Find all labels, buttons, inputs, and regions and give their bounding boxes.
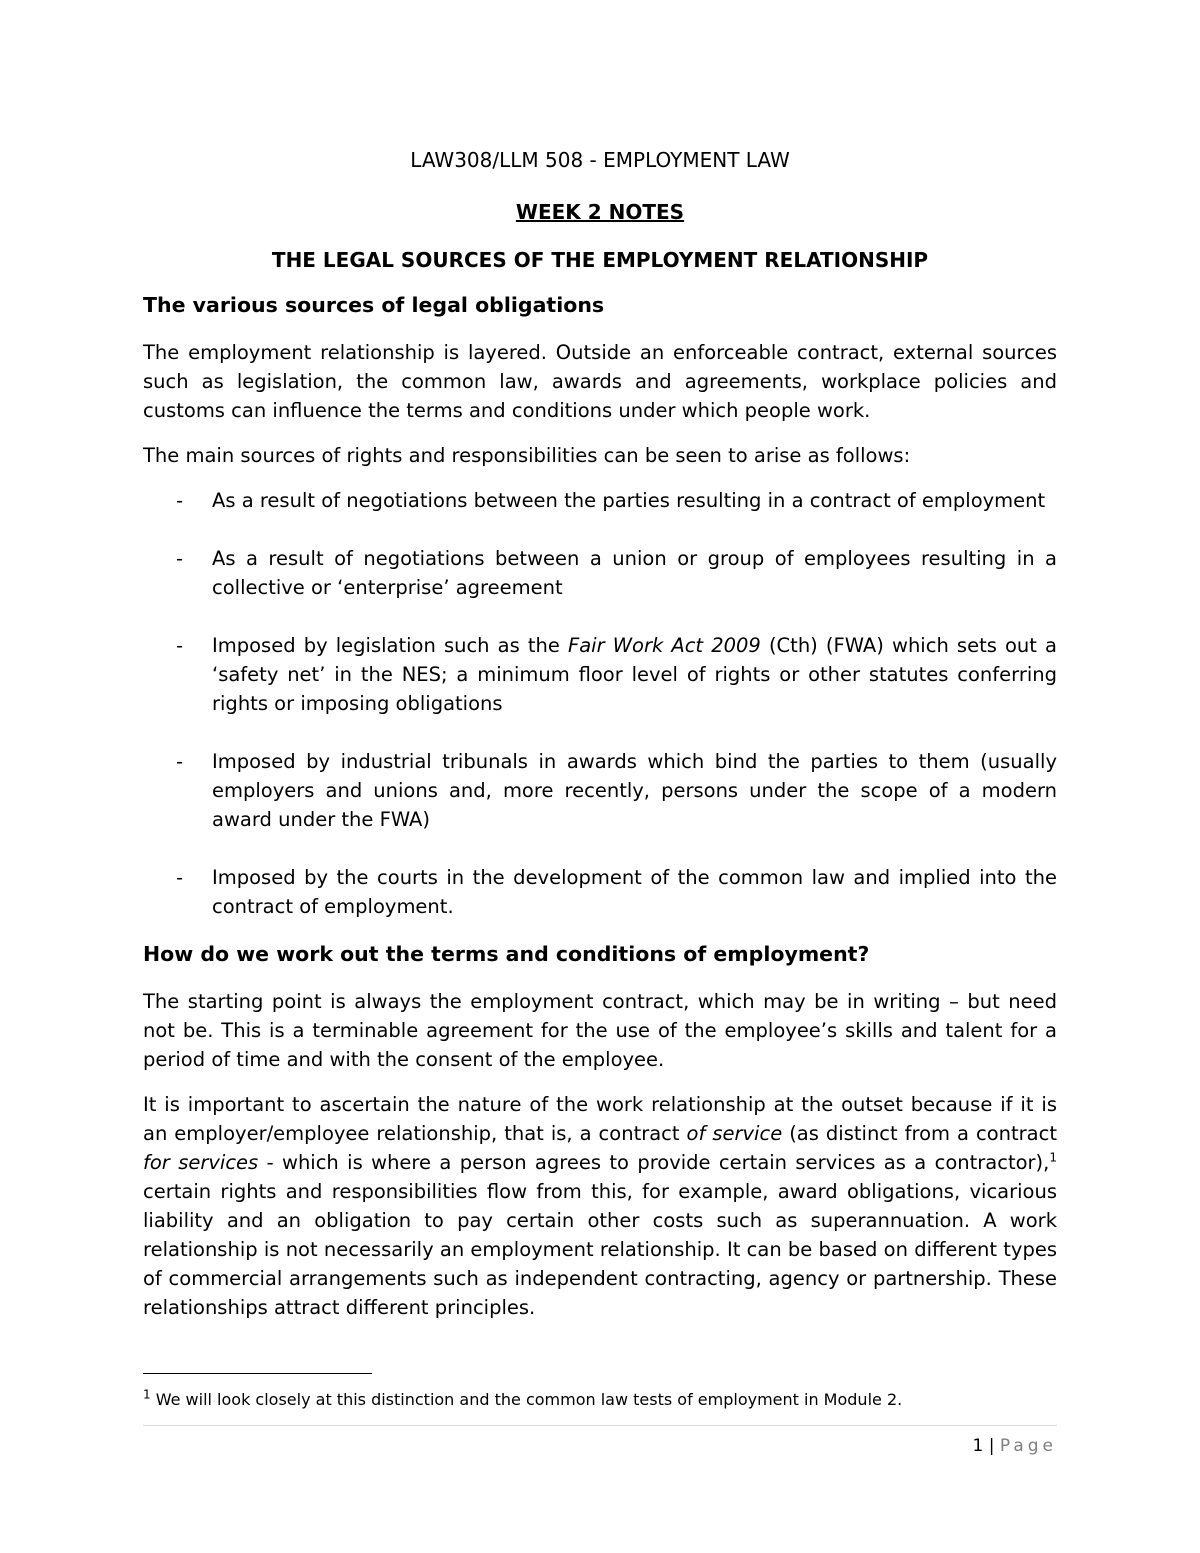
sources-list xyxy=(143,486,1057,921)
bullet-dash: - xyxy=(176,634,184,657)
text-run: certain rights and responsibilities flow from this, for example, award obligations, vicarious liability and an obligation to pay certain other costs such as superannuation. A work relationship is not necessarily an employment relationship. It can be based on different types of commercial arrangements such as independent contracting, agency or partnership. These relationships attract different principles. xyxy=(143,1180,1057,1319)
list-item xyxy=(143,863,1057,921)
paragraph-work-relationship xyxy=(143,1090,1057,1322)
paragraph-starting-point: The starting point is always the employment contract, which may be in writing – but need not be. This is a terminable agreement for the use of the employee’s skills and talent for a period of time and with the consent of the employee. xyxy=(143,990,1057,1071)
list-item-text-end: (Cth) (FWA) which sets out a ‘safety net’ in the NES; a minimum floor level of rights or other statutes conferring rights or imposing obligations xyxy=(212,634,1057,715)
list-item xyxy=(143,747,1057,834)
list-item xyxy=(143,486,1057,515)
footnote-text: We will look closely at this distinction and the common law tests of employment in Module 2. xyxy=(150,1390,903,1409)
week-notes-title: WEEK 2 NOTES xyxy=(515,200,685,224)
footnote xyxy=(143,1389,1057,1411)
footer-separator xyxy=(143,1425,1057,1426)
text-run: - which is where a person agrees to provide certain services as a contractor), xyxy=(258,1151,1050,1174)
bullet-dash: - xyxy=(176,547,184,570)
italic-term-of-service: of service xyxy=(686,1122,783,1145)
bullet-dash: - xyxy=(176,750,184,773)
course-title: LAW308/LLM 508 - EMPLOYMENT LAW xyxy=(410,148,790,172)
footnote-separator xyxy=(143,1373,372,1374)
list-item-text: Imposed by industrial tribunals in awards which bind the parties to them (usually employers and unions and, more recently, persons under the scope of a modern award under the FWA) xyxy=(212,750,1057,831)
page-footer xyxy=(143,1434,1057,1458)
list-item xyxy=(143,544,1057,602)
bullet-dash: - xyxy=(176,866,184,889)
footnote-number: 1 xyxy=(143,1387,151,1402)
page-number: 1 xyxy=(972,1436,984,1456)
page-label: Page xyxy=(999,1436,1057,1456)
list-item-text: As a result of negotiations between a union or group of employees resulting in a collective or ‘enterprise’ agreement xyxy=(212,547,1057,599)
text-run: (as distinct from a contract xyxy=(782,1122,1057,1145)
list-item-text: Imposed by the courts in the development of the common law and implied into the contract of employment. xyxy=(212,866,1057,918)
paragraph-main-sources: The main sources of rights and responsibilities can be seen to arise as follows: xyxy=(143,444,911,467)
paragraph-layered: The employment relationship is layered. Outside an enforceable contract, external sources such as legislation, the common law, awards and agreements, workplace policies and customs can influence the terms and conditions under which people work. xyxy=(143,341,1057,422)
text-run: It is important to ascertain the nature of the work relationship at the outset because if it is an employer/employee relationship, that is, a contract xyxy=(143,1093,1057,1145)
list-item xyxy=(143,631,1057,718)
section-heading-sources: The various sources of legal obligations xyxy=(143,293,605,317)
page-body xyxy=(143,146,1057,1338)
act-name: Fair Work Act 2009 xyxy=(568,634,761,657)
list-item-text: As a result of negotiations between the parties resulting in a contract of employment xyxy=(212,489,1046,512)
footnote-reference[interactable]: 1 xyxy=(1049,1150,1057,1165)
italic-term-for-services: for services xyxy=(143,1151,259,1174)
bullet-dash: - xyxy=(176,489,184,512)
topic-title: THE LEGAL SOURCES OF THE EMPLOYMENT RELATIONSHIP xyxy=(271,248,929,272)
list-item-text-start: Imposed by legislation such as the xyxy=(212,634,569,657)
footer-separator-bar: | xyxy=(983,1436,1000,1456)
section-heading-terms: How do we work out the terms and conditions of employment? xyxy=(143,942,870,966)
